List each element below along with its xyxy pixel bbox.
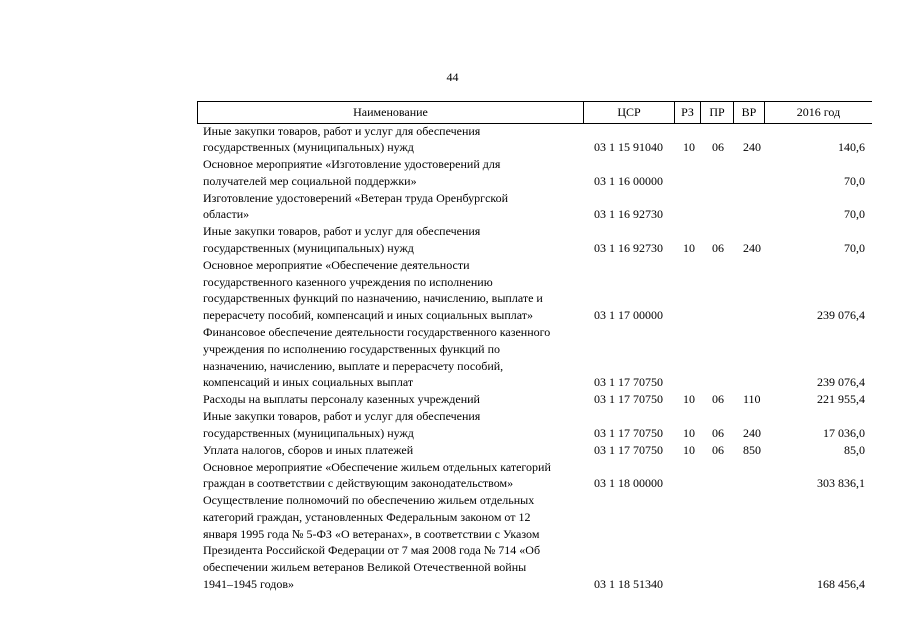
table-row (0, 123, 905, 157)
table-row (0, 408, 905, 442)
row-vr: 240 (743, 241, 761, 256)
row-name-line: Иные закупки товаров, работ и услуг для обеспечения (203, 224, 481, 239)
row-rz: 10 (683, 241, 695, 256)
row-name-line: Финансовое обеспечение деятельности государственного казенного (203, 325, 551, 340)
row-name-line: Основное мероприятие «Изготовление удостоверений для (203, 157, 501, 172)
row-amount: 70,0 (844, 241, 865, 256)
row-name-line: государственных функций по назначению, начислению, выплате и (203, 291, 543, 306)
row-pr: 06 (712, 392, 724, 407)
row-pr: 06 (712, 140, 724, 155)
row-name-line: компенсаций и иных социальных выплат (203, 375, 414, 390)
row-name (203, 156, 588, 190)
row-name-line: учреждения по исполнению государственных функций по (203, 341, 501, 356)
row-name (203, 123, 588, 157)
row-name (203, 190, 588, 224)
row-csr: 03 1 17 70750 (594, 392, 663, 407)
row-amount: 17 036,0 (823, 425, 865, 440)
row-csr: 03 1 16 00000 (594, 173, 663, 188)
row-vr: 240 (743, 425, 761, 440)
row-name-line: назначению, начислению, выплате и перерасчету пособий, (203, 358, 504, 373)
row-csr: 03 1 15 91040 (594, 140, 663, 155)
row-name-line: Расходы на выплаты персоналу казенных учреждений (203, 392, 480, 407)
table-row (0, 190, 905, 224)
row-pr: 06 (712, 442, 724, 457)
row-name (203, 257, 588, 324)
row-name-line: Президента Российской Федерации от 7 мая 2008 года № 714 «Об (203, 543, 541, 558)
table-row (0, 459, 905, 493)
row-amount: 168 456,4 (817, 577, 865, 592)
row-csr: 03 1 18 51340 (594, 577, 663, 592)
table-row (0, 442, 905, 459)
row-name-line: государственного казенного учреждения по исполнению (203, 274, 493, 289)
row-csr: 03 1 16 92730 (594, 207, 663, 222)
row-amount: 70,0 (844, 207, 865, 222)
row-pr: 06 (712, 425, 724, 440)
row-amount: 221 955,4 (817, 392, 865, 407)
row-name (203, 459, 588, 493)
row-amount: 239 076,4 (817, 375, 865, 390)
row-amount: 70,0 (844, 173, 865, 188)
row-pr: 06 (712, 241, 724, 256)
row-name-line: обеспечении жильем ветеранов Великой Отечественной войны (203, 560, 527, 575)
table-row (0, 391, 905, 408)
row-amount: 140,6 (838, 140, 865, 155)
row-csr: 03 1 16 92730 (594, 241, 663, 256)
table-row (0, 223, 905, 257)
row-csr: 03 1 17 00000 (594, 308, 663, 323)
row-name-line: Уплата налогов, сборов и иных платежей (203, 442, 414, 457)
row-name (203, 324, 588, 391)
row-name-line: 1941–1945 годов» (203, 577, 295, 592)
table-row (0, 257, 905, 324)
row-vr: 110 (743, 392, 761, 407)
table-row (0, 156, 905, 190)
header-vr: ВР (734, 102, 765, 123)
header-pr: ПР (701, 102, 734, 123)
header-rz: РЗ (675, 102, 701, 123)
header-year: 2016 год (796, 105, 841, 119)
row-name-line: Основное мероприятие «Обеспечение деятельности (203, 257, 470, 272)
row-name-line: получателей мер социальной поддержки» (203, 173, 417, 188)
row-name-line: государственных (муниципальных) нужд (203, 241, 414, 256)
row-name (203, 223, 588, 257)
row-name-line: Изготовление удостоверений «Ветеран труда Оренбургской (203, 190, 509, 205)
header-name: Наименование (198, 102, 584, 123)
row-name-line: Иные закупки товаров, работ и услуг для обеспечения (203, 123, 481, 138)
row-name (203, 442, 588, 459)
row-name-line: Осуществление полномочий по обеспечению жильем отдельных (203, 493, 535, 508)
table-row (0, 492, 905, 593)
row-name-line: государственных (муниципальных) нужд (203, 425, 414, 440)
row-name (203, 391, 588, 408)
row-amount: 85,0 (844, 442, 865, 457)
row-name (203, 408, 588, 442)
row-csr: 03 1 17 70750 (594, 425, 663, 440)
row-name-line: государственных (муниципальных) нужд (203, 140, 414, 155)
row-rz: 10 (683, 442, 695, 457)
row-amount: 303 836,1 (817, 476, 865, 491)
page-number: 44 (446, 70, 459, 84)
row-amount: 239 076,4 (817, 308, 865, 323)
row-name-line: категорий граждан, установленных Федеральным законом от 12 (203, 509, 531, 524)
row-rz: 10 (683, 392, 695, 407)
row-name-line: Иные закупки товаров, работ и услуг для обеспечения (203, 409, 481, 424)
row-name-line: января 1995 года № 5-ФЗ «О ветеранах», в соответствии с Указом (203, 526, 540, 541)
table-header (197, 101, 872, 124)
row-rz: 10 (683, 140, 695, 155)
row-name-line: граждан в соответствии с действующим законодательством» (203, 476, 514, 491)
row-vr: 850 (743, 442, 761, 457)
row-vr: 240 (743, 140, 761, 155)
row-rz: 10 (683, 425, 695, 440)
row-name-line: области» (203, 207, 250, 222)
row-csr: 03 1 18 00000 (594, 476, 663, 491)
row-csr: 03 1 17 70750 (594, 442, 663, 457)
header-csr: ЦСР (584, 102, 675, 123)
row-csr: 03 1 17 70750 (594, 375, 663, 390)
row-name (203, 492, 588, 593)
table-row (0, 324, 905, 391)
row-name-line: Основное мероприятие «Обеспечение жильем отдельных категорий (203, 459, 551, 474)
row-name-line: перерасчету пособий, компенсаций и иных социальных выплат» (203, 308, 534, 323)
